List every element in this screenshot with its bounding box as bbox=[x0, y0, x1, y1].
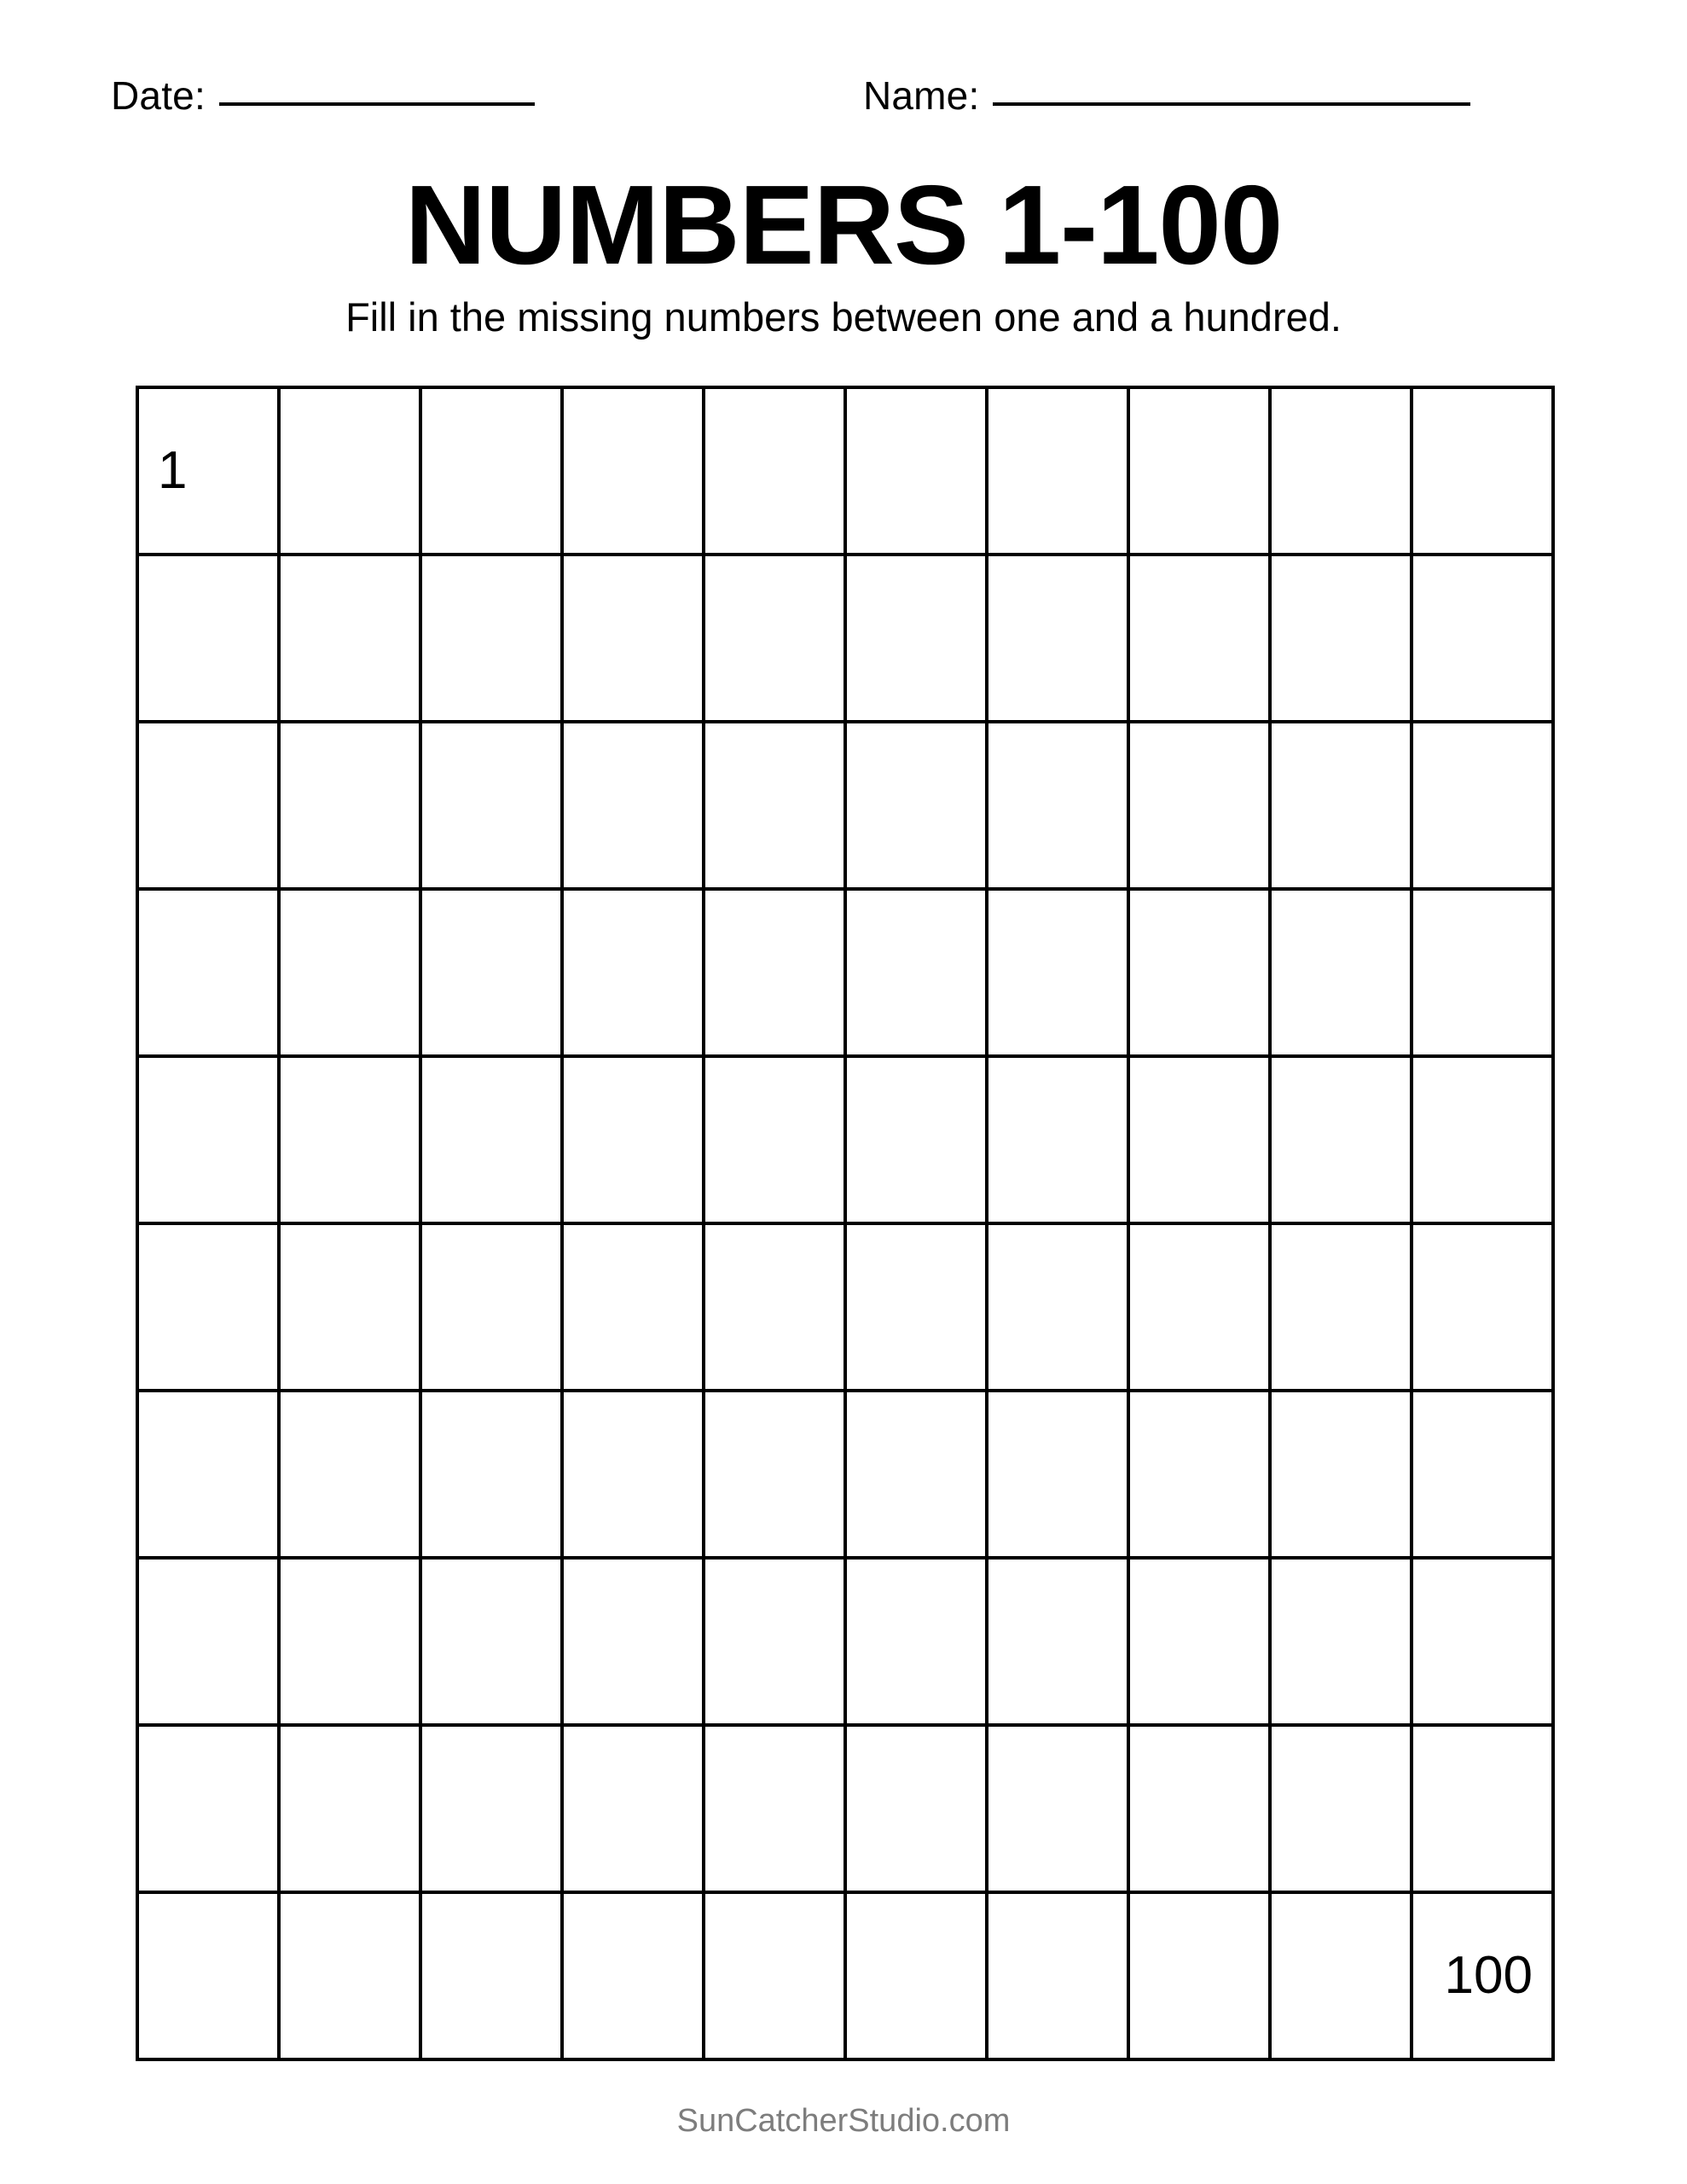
number-grid-cell[interactable] bbox=[1128, 1056, 1270, 1223]
number-grid-cell[interactable] bbox=[562, 889, 704, 1056]
number-grid-cell[interactable] bbox=[704, 387, 845, 555]
date-field[interactable] bbox=[111, 73, 535, 119]
number-grid-cell[interactable] bbox=[420, 1892, 562, 2059]
number-grid-cell[interactable] bbox=[137, 722, 279, 889]
number-grid-cell[interactable] bbox=[704, 1056, 845, 1223]
number-grid-row bbox=[137, 387, 1553, 555]
number-grid-cell[interactable] bbox=[1270, 1223, 1412, 1391]
number-grid-cell[interactable] bbox=[704, 722, 845, 889]
number-grid-cell[interactable] bbox=[1128, 1223, 1270, 1391]
number-grid-cell[interactable] bbox=[704, 1725, 845, 1892]
number-grid-cell[interactable] bbox=[1270, 722, 1412, 889]
number-grid-cell[interactable] bbox=[1128, 387, 1270, 555]
number-grid-cell[interactable] bbox=[562, 387, 704, 555]
worksheet-header bbox=[111, 0, 1576, 119]
number-grid-cell[interactable] bbox=[845, 889, 987, 1056]
name-label: Name: bbox=[862, 73, 980, 118]
page-title: NUMBERS 1-100 bbox=[404, 162, 1283, 288]
number-grid-cell[interactable] bbox=[1412, 1391, 1553, 1558]
number-grid-cell[interactable] bbox=[562, 555, 704, 722]
number-grid-cell[interactable] bbox=[1412, 387, 1553, 555]
number-grid-cell[interactable] bbox=[1128, 1558, 1270, 1725]
number-grid-cell[interactable] bbox=[845, 387, 987, 555]
number-grid-cell[interactable] bbox=[562, 1558, 704, 1725]
number-grid-cell[interactable] bbox=[987, 1558, 1128, 1725]
number-grid-cell[interactable] bbox=[987, 1892, 1128, 2059]
number-grid-cell[interactable] bbox=[279, 387, 420, 555]
page-subtitle: Fill in the missing numbers between one and a hundred. bbox=[345, 293, 1342, 340]
number-grid-cell[interactable] bbox=[845, 1223, 987, 1391]
date-write-line[interactable] bbox=[219, 102, 535, 106]
number-grid-row bbox=[137, 1558, 1553, 1725]
number-grid bbox=[136, 386, 1555, 2061]
number-grid-cell[interactable] bbox=[420, 1391, 562, 1558]
number-grid-cell[interactable] bbox=[420, 1558, 562, 1725]
number-grid-cell[interactable] bbox=[1412, 1223, 1553, 1391]
number-grid-cell[interactable] bbox=[704, 1391, 845, 1558]
number-grid-cell[interactable] bbox=[1128, 1892, 1270, 2059]
number-grid-cell[interactable] bbox=[704, 1892, 845, 2059]
number-grid-cell[interactable] bbox=[420, 555, 562, 722]
name-field[interactable] bbox=[863, 73, 1470, 119]
number-grid-cell[interactable] bbox=[279, 1892, 420, 2059]
number-grid-cell[interactable] bbox=[137, 889, 279, 1056]
number-grid-cell[interactable] bbox=[704, 555, 845, 722]
number-grid-cell[interactable] bbox=[987, 555, 1128, 722]
number-grid-cell[interactable] bbox=[562, 1391, 704, 1558]
name-write-line[interactable] bbox=[993, 102, 1470, 106]
number-grid-cell[interactable] bbox=[704, 1223, 845, 1391]
number-grid-cell[interactable] bbox=[137, 1892, 279, 2059]
number-grid-cell[interactable] bbox=[562, 1223, 704, 1391]
number-grid-cell[interactable] bbox=[562, 1725, 704, 1892]
number-grid-cell[interactable] bbox=[137, 1056, 279, 1223]
number-grid-cell[interactable] bbox=[1412, 722, 1553, 889]
number-grid-cell[interactable] bbox=[279, 1223, 420, 1391]
number-grid-cell[interactable] bbox=[562, 1892, 704, 2059]
number-grid-cell[interactable] bbox=[137, 1558, 279, 1725]
number-grid-cell[interactable] bbox=[845, 1391, 987, 1558]
number-grid-row bbox=[137, 1892, 1553, 2059]
number-grid-cell[interactable] bbox=[279, 722, 420, 889]
number-grid-cell[interactable] bbox=[1270, 1056, 1412, 1223]
number-grid-row bbox=[137, 722, 1553, 889]
number-grid-cell[interactable] bbox=[1412, 555, 1553, 722]
number-grid-cell[interactable] bbox=[1270, 1725, 1412, 1892]
number-grid-cell[interactable] bbox=[845, 1558, 987, 1725]
number-grid-cell[interactable] bbox=[1128, 555, 1270, 722]
number-grid-cell[interactable] bbox=[279, 1725, 420, 1892]
number-grid-cell[interactable] bbox=[279, 1558, 420, 1725]
number-grid-cell[interactable]: 1 bbox=[137, 387, 279, 555]
number-grid-cell[interactable] bbox=[1128, 722, 1270, 889]
number-grid-cell[interactable] bbox=[137, 1391, 279, 1558]
number-grid-cell[interactable] bbox=[845, 1056, 987, 1223]
number-grid-cell[interactable] bbox=[987, 1056, 1128, 1223]
number-grid-cell[interactable] bbox=[562, 722, 704, 889]
number-grid-cell[interactable] bbox=[845, 722, 987, 889]
number-grid-cell[interactable] bbox=[420, 1056, 562, 1223]
number-grid-cell[interactable] bbox=[420, 722, 562, 889]
number-grid-cell[interactable] bbox=[1270, 889, 1412, 1056]
number-grid-row bbox=[137, 1223, 1553, 1391]
number-grid-row bbox=[137, 1725, 1553, 1892]
number-grid-cell[interactable] bbox=[845, 555, 987, 722]
number-grid-cell[interactable] bbox=[1270, 387, 1412, 555]
footer-credit: SunCatcherStudio.com bbox=[676, 2103, 1011, 2139]
number-grid-cell[interactable] bbox=[987, 889, 1128, 1056]
number-grid-cell[interactable] bbox=[845, 1725, 987, 1892]
number-grid-cell[interactable] bbox=[137, 1223, 279, 1391]
number-grid-cell[interactable] bbox=[987, 1391, 1128, 1558]
number-grid-cell[interactable] bbox=[562, 1056, 704, 1223]
number-grid-cell[interactable] bbox=[1412, 1056, 1553, 1223]
number-grid-row bbox=[137, 1391, 1553, 1558]
number-grid-row bbox=[137, 889, 1553, 1056]
number-grid-cell[interactable] bbox=[1128, 1725, 1270, 1892]
number-grid-cell[interactable] bbox=[279, 889, 420, 1056]
number-grid-cell[interactable] bbox=[845, 1892, 987, 2059]
number-grid-cell[interactable] bbox=[420, 1223, 562, 1391]
number-grid-cell[interactable] bbox=[1128, 1391, 1270, 1558]
number-grid-body bbox=[137, 387, 1553, 2059]
number-grid-cell[interactable] bbox=[704, 1558, 845, 1725]
number-grid-cell[interactable] bbox=[279, 555, 420, 722]
number-grid-cell[interactable] bbox=[1270, 1558, 1412, 1725]
number-grid-cell[interactable] bbox=[987, 722, 1128, 889]
number-grid-cell[interactable] bbox=[137, 1725, 279, 1892]
number-grid-cell[interactable] bbox=[1270, 1892, 1412, 2059]
number-grid-cell[interactable] bbox=[279, 1391, 420, 1558]
number-grid-cell[interactable] bbox=[420, 387, 562, 555]
number-grid-cell[interactable] bbox=[987, 1223, 1128, 1391]
number-grid-cell[interactable] bbox=[987, 1725, 1128, 1892]
number-grid-cell[interactable] bbox=[279, 1056, 420, 1223]
number-grid-cell[interactable]: 100 bbox=[1412, 1892, 1553, 2059]
number-grid-row bbox=[137, 555, 1553, 722]
number-grid-cell[interactable] bbox=[1412, 1558, 1553, 1725]
number-grid-cell[interactable] bbox=[1270, 1391, 1412, 1558]
number-grid-container bbox=[136, 386, 1551, 2061]
number-grid-cell[interactable] bbox=[1128, 889, 1270, 1056]
date-label: Date: bbox=[111, 73, 206, 118]
number-grid-cell[interactable] bbox=[1270, 555, 1412, 722]
number-grid-cell[interactable] bbox=[704, 889, 845, 1056]
number-grid-cell[interactable] bbox=[1412, 1725, 1553, 1892]
number-grid-cell[interactable] bbox=[1412, 889, 1553, 1056]
number-grid-cell[interactable] bbox=[420, 889, 562, 1056]
number-grid-cell[interactable] bbox=[987, 387, 1128, 555]
number-grid-cell[interactable] bbox=[137, 555, 279, 722]
number-grid-row bbox=[137, 1056, 1553, 1223]
number-grid-cell[interactable] bbox=[420, 1725, 562, 1892]
